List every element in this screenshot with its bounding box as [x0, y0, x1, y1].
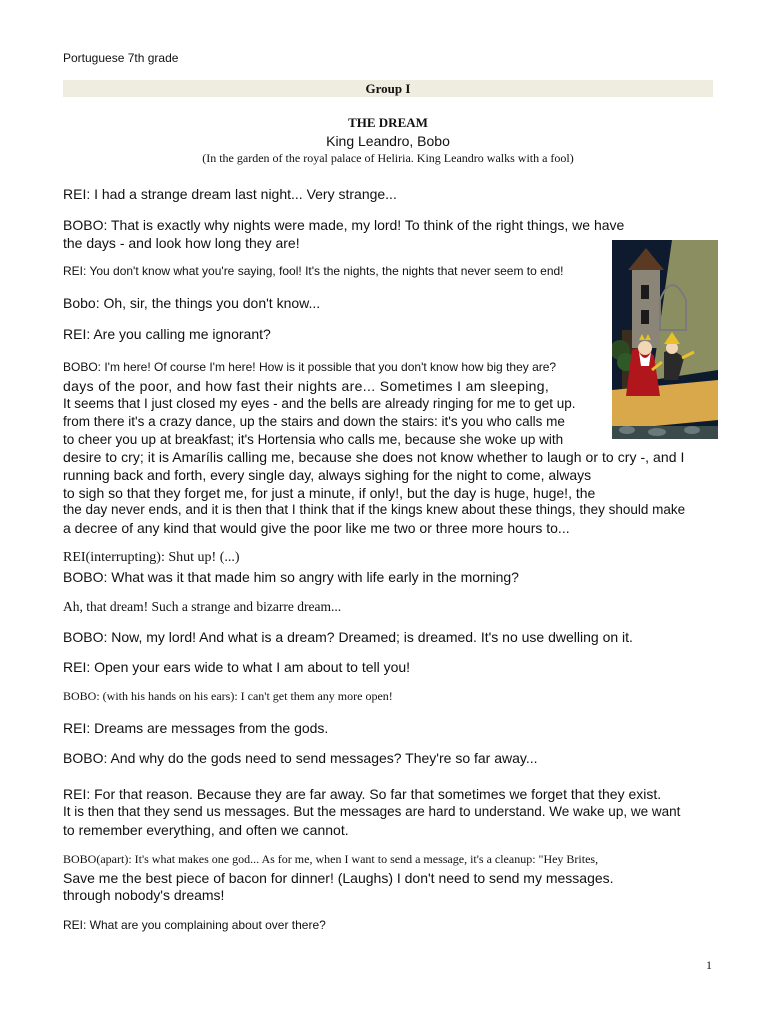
dialogue-line: from there it's a crazy dance, up the stairs and down the stairs: it's you who calls me	[63, 414, 565, 429]
dialogue-line: days of the poor, and how fast their nights are... Sometimes I am sleeping,	[63, 378, 550, 394]
dialogue-line: BOBO: Now, my lord! And what is a dream? Dreamed; is dreamed. It's no use dwelling on it.	[63, 629, 633, 645]
dialogue-line: desire to cry; it is Amarílis calling me, because she does not know whether to laugh or to cry -, and I	[63, 449, 685, 465]
dialogue-line: REI: You don't know what you're saying, fool! It's the nights, the nights that never seem to end!	[63, 264, 564, 278]
group-heading: Group I	[365, 81, 411, 96]
group-heading-bar	[63, 80, 713, 97]
dialogue-line: a decree of any kind that would give the poor like me two or three more hours to...	[63, 520, 570, 536]
dialogue-line: REI: I had a strange dream last night... Very strange...	[63, 186, 397, 202]
dialogue-line: running back and forth, every single day, always sighing for the night to come, always	[63, 467, 592, 483]
dialogue-line: Ah, that dream! Such a strange and bizarre dream...	[63, 599, 342, 614]
dialogue-line: BOBO: I'm here! Of course I'm here! How is it possible that you don't know how big they are?	[63, 360, 557, 374]
dialogue-line: REI: For that reason. Because they are far away. So far that sometimes we forget that they exist.	[63, 786, 662, 802]
dialogue-line: BOBO: And why do the gods need to send messages? They're so far away...	[63, 750, 538, 766]
dialogue-line: REI: Are you calling me ignorant?	[63, 326, 271, 342]
dialogue-line: the days - and look how long they are!	[63, 235, 300, 251]
dialogue-line: REI: What are you complaining about over there?	[63, 918, 326, 932]
dialogue-line: BOBO(apart): It's what makes one god... As for me, when I want to send a message, it's a cleanup: "Hey Brites,	[63, 852, 599, 866]
dialogue-line: through nobody's dreams!	[63, 887, 225, 903]
dialogue-line: It seems that I just closed my eyes - and the bells are already ringing for me to get up.	[63, 396, 576, 411]
dialogue-line: REI(interrupting): Shut up! (...)	[63, 550, 240, 565]
dialogue-line: Save me the best piece of bacon for dinner! (Laughs) I don't need to send my messages.	[63, 870, 614, 886]
dialogue-line: BOBO: (with his hands on his ears): I can't get them any more open!	[63, 689, 393, 703]
dialogue-line: the day never ends, and it is then that I think that if the kings knew about these things, they should make	[63, 502, 686, 517]
dialogue-line: REI: Dreams are messages from the gods.	[63, 720, 329, 736]
dialogue-line: to cheer you up at breakfast; it's Hortensia who calls me, because she woke up with	[63, 432, 564, 447]
dialogue-line: BOBO: That is exactly why nights were made, my lord! To think of the right things, we have	[63, 217, 625, 233]
dialogue-line: It is then that they send us messages. But the messages are hard to understand. We wake up, we want	[63, 804, 681, 819]
play-title: THE DREAM	[348, 115, 428, 130]
dialogue-line: to remember everything, and often we cannot.	[63, 822, 349, 838]
king-and-fool-illustration	[612, 240, 718, 439]
dialogue-line: Bobo: Oh, sir, the things you don't know...	[63, 295, 321, 311]
dialogue-line: to sigh so that they forget me, for just a minute, if only!, but the day is huge, huge!, the	[63, 485, 596, 501]
page-number: 1	[706, 958, 712, 972]
header-course: Portuguese 7th grade	[63, 51, 179, 65]
dialogue-line: BOBO: What was it that made him so angry with life early in the morning?	[63, 569, 519, 585]
dialogue-line: REI: Open your ears wide to what I am about to tell you!	[63, 659, 411, 675]
stage-direction: (In the garden of the royal palace of Heliria. King Leandro walks with a fool)	[202, 151, 574, 165]
play-characters: King Leandro, Bobo	[326, 133, 450, 149]
